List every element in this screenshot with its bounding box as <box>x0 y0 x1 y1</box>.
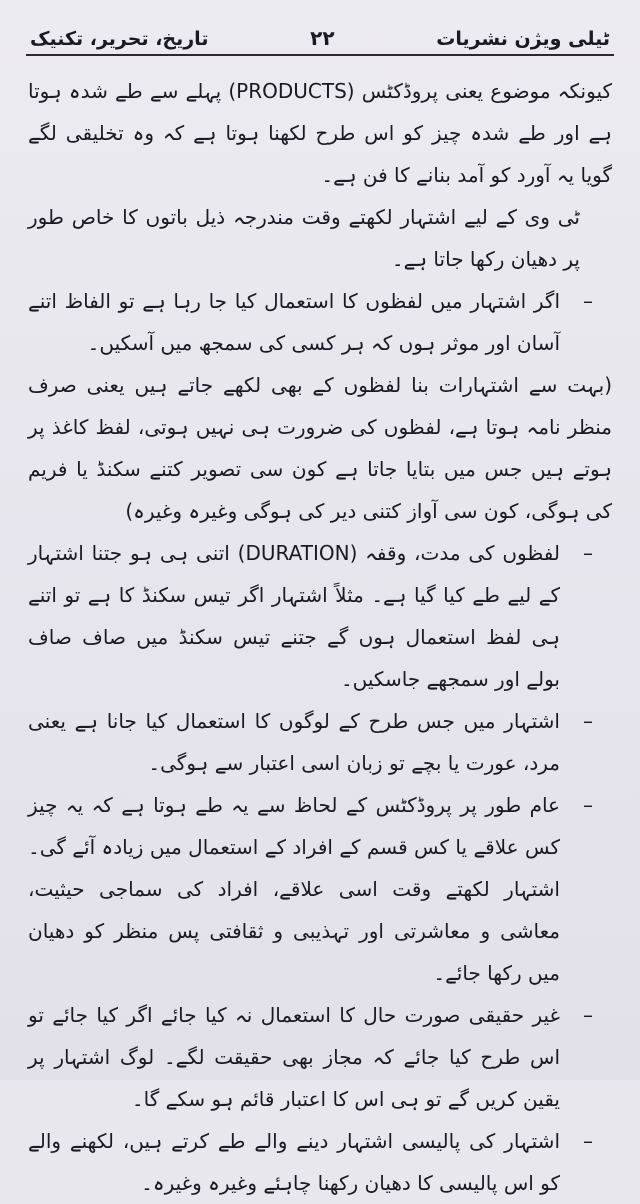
paragraph-intro: کیونکہ موضوع یعنی پروڈکٹس (PRODUCTS) پہلے سے طے شدہ ہوتا ہے اور طے شدہ چیز کو اس طرح لکھنا ہوتا ہے کہ وہ تخلیقی لگے گویا یہ آورد کو آمد بنانے کا فن ہے۔ <box>28 79 613 187</box>
list-item-text: اشتہار میں جس طرح کے لوگوں کا استعمال کیا جانا ہے یعنی مرد، عورت یا بچے تو زبان اسی اعتبار سے ہوگی۔ <box>28 709 560 775</box>
list-item <box>28 994 612 1120</box>
page-number: ۲۲ <box>310 26 335 50</box>
list-item-text: لفظوں کی مدت، وقفہ (DURATION) اتنی ہی ہو جتنا اشتہار کے لیے طے کیا گیا ہے۔ مثلاً اشتہار اگر تیس سکنڈ کا ہے تو اتنے ہی لفظ استعمال ہوں گے جتنے تیس سکنڈ میں صاف صاف بولے اور سمجھے جاسکیں۔ <box>28 541 561 691</box>
header-subtitle: تاریخ، تحریر، تکنیک <box>30 28 209 50</box>
bullet-dash: – <box>583 1003 593 1027</box>
list-item <box>28 532 612 700</box>
parenthetical-note: (بہت سے اشتہارات بنا لفظوں کے بھی لکھے جاتے ہیں یعنی صرف منظر نامہ ہوتا ہے، لفظوں کی ضرورت ہی نہیں ہوتی، لفظ کاغذ پر ہوتے ہیں جس میں بتایا جاتا ہے کون سی تصویر کتنے سکنڈ یا فریم کی ہوگی، کون سی آواز کتنی دیر کی ہوگی وغیرہ وغیرہ) <box>28 373 612 523</box>
running-header <box>26 14 614 56</box>
list-item <box>28 784 612 994</box>
list-item-text: اشتہار کی پالیسی اشتہار دینے والے طے کرتے ہیں، لکھنے والے کو اس پالیسی کا دھیان رکھنا چاہئے وغیرہ وغیرہ۔ <box>28 1129 560 1195</box>
bullet-dash: – <box>583 709 593 733</box>
header-book-title: ٹیلی ویژن نشریات <box>436 28 610 50</box>
paragraph-list-intro: ٹی وی کے لیے اشتہار لکھتے وقت مندرجہ ذیل باتوں کا خاص طور پر دھیان رکھا جاتا ہے۔ <box>28 205 580 271</box>
bullet-dash: – <box>583 793 593 817</box>
list-item <box>28 1120 612 1204</box>
list-item <box>28 700 612 784</box>
page-body <box>26 70 614 1204</box>
bullet-dash: – <box>583 1129 593 1153</box>
bullet-dash: – <box>583 289 593 313</box>
bullet-dash: – <box>583 541 593 565</box>
list-item-text: عام طور پر پروڈکٹس کے لحاظ سے یہ طے ہوتا ہے کہ یہ چیز کس علاقے یا کس قسم کے افراد کے استعمال میں زیادہ آئے گی۔ اشتہار لکھتے وقت اسی علاقے، افراد کی سماجی حیثیت، معاشی و معاشرتی اور تہذیبی و ثقافتی پس منظر کو دھیان میں رکھا جائے۔ <box>28 793 560 985</box>
list-item <box>28 280 612 364</box>
list-item-text: اگر اشتہار میں لفظوں کا استعمال کیا جا رہا ہے تو الفاظ اتنے آسان اور موثر ہوں کہ ہر کسی کی سمجھ میں آسکیں۔ <box>28 289 560 355</box>
list-item-text: غیر حقیقی صورت حال کا استعمال نہ کیا جائے اگر کیا جائے تو اس طرح کیا جائے کہ مجاز بھی حقیقت لگے۔ لوگ اشتہار پر یقین کریں گے تو ہی اس کا اعتبار قائم ہو سکے گا۔ <box>28 1003 560 1111</box>
